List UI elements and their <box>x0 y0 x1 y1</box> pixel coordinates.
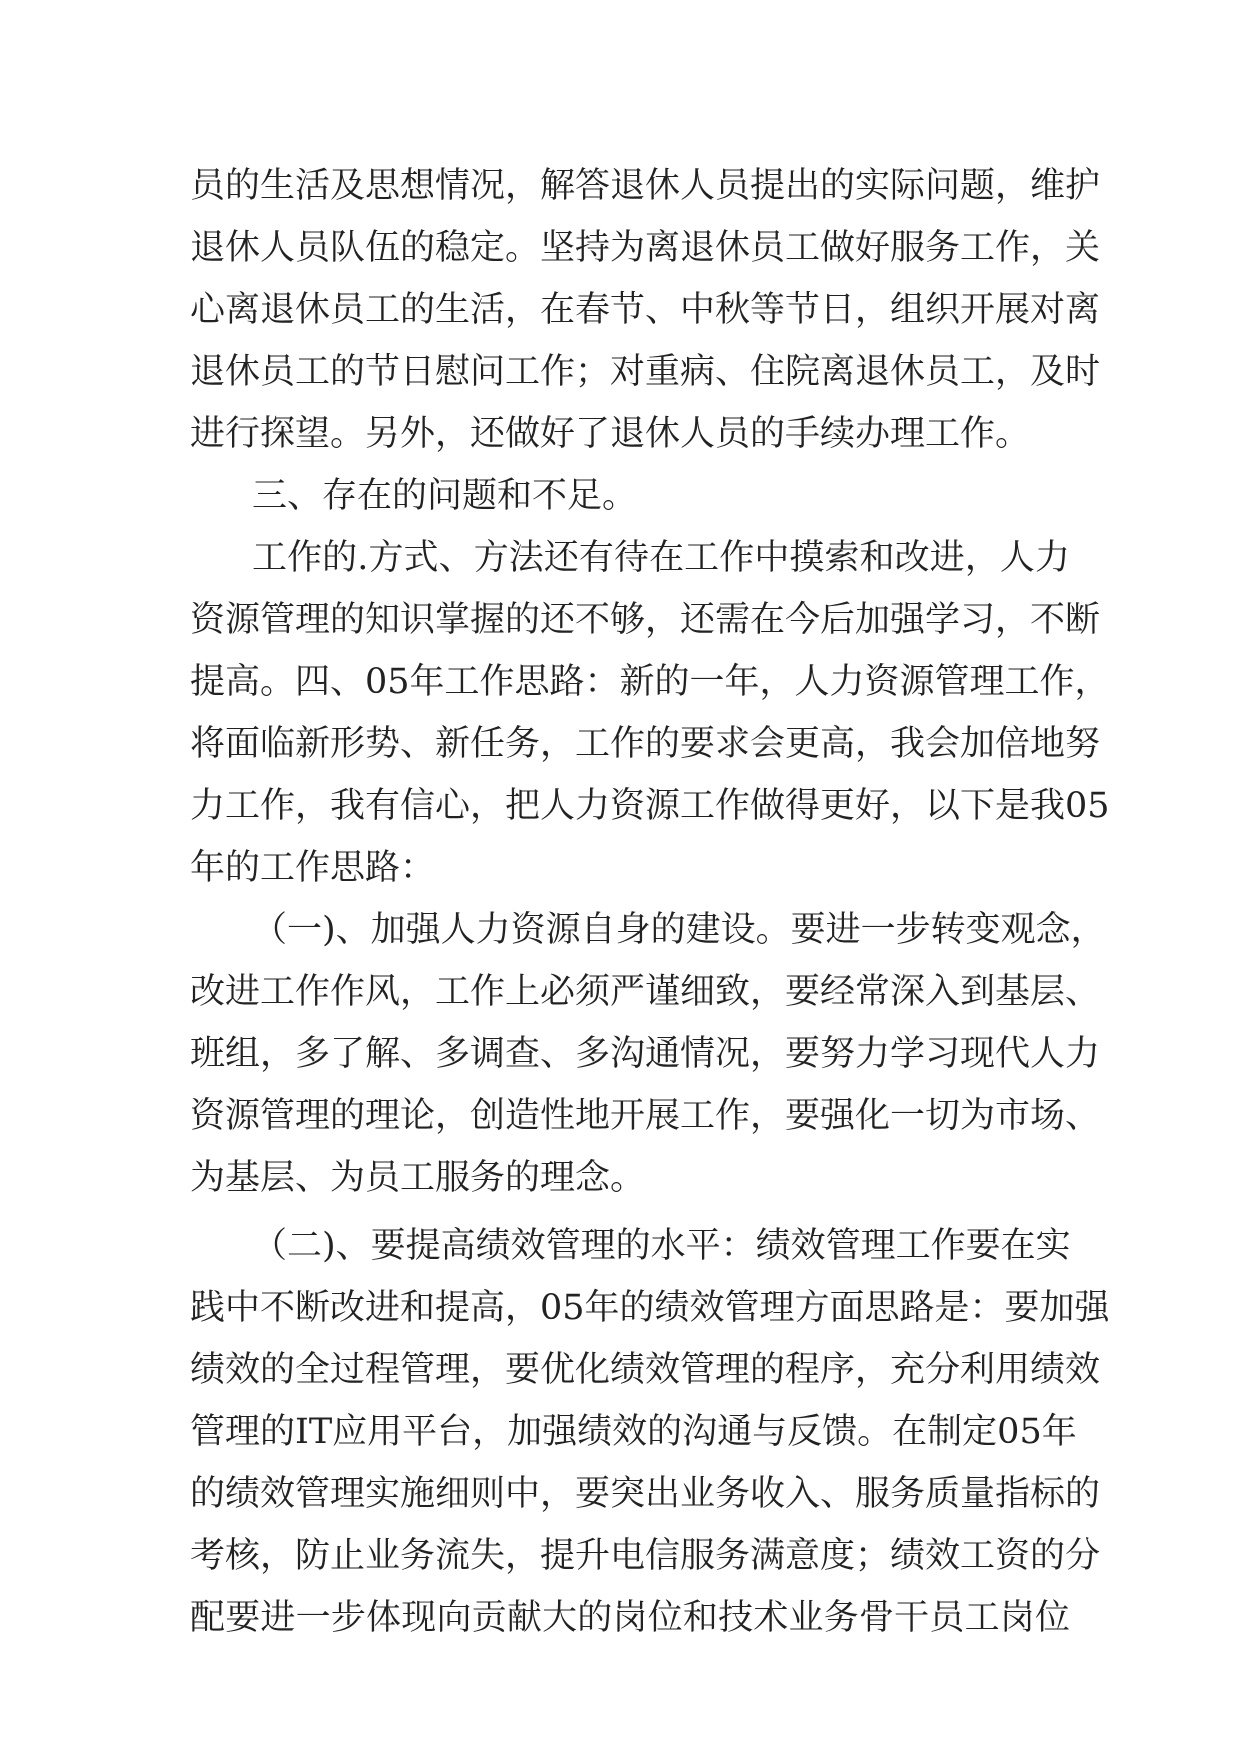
document-body <box>190 155 1110 1649</box>
text-line: 践中不断改进和提高，05年的绩效管理方面思路是：要加强 <box>190 1288 1110 1328</box>
text-line: 年的工作思路： <box>190 848 436 888</box>
text-line: 考核，防止业务流失，提升电信服务满意度；绩效工资的分 <box>190 1536 1101 1576</box>
section-heading: 三、存在的问题和不足。 <box>252 476 638 516</box>
text-line: 为基层、为员工服务的理念。 <box>190 1158 646 1198</box>
text-line: 绩效的全过程管理，要优化绩效管理的程序，充分利用绩效 <box>190 1350 1101 1390</box>
text-line: 改进工作作风，工作上必须严谨细致，要经常深入到基层、 <box>190 972 1101 1012</box>
text-line: 的绩效管理实施细则中，要突出业务收入、服务质量指标的 <box>190 1474 1101 1514</box>
text-line: （二)、要提高绩效管理的水平：绩效管理工作要在实 <box>252 1226 1071 1266</box>
text-line: 工作的.方式、方法还有待在工作中摸索和改进，人力 <box>252 538 1070 578</box>
text-line: 力工作，我有信心，把人力资源工作做得更好，以下是我05 <box>190 786 1110 826</box>
text-line: 将面临新形势、新任务，工作的要求会更高，我会加倍地努 <box>190 724 1101 764</box>
text-line: 管理的IT应用平台，加强绩效的沟通与反馈。在制定05年 <box>190 1412 1077 1452</box>
text-line: 员的生活及思想情况，解答退休人员提出的实际问题，维护 <box>190 166 1101 206</box>
text-line: 配要进一步体现向贡献大的岗位和技术业务骨干员工岗位 <box>190 1598 1070 1638</box>
text-line: 班组，多了解、多调查、多沟通情况，要努力学习现代人力 <box>190 1034 1101 1074</box>
text-line: 退休人员队伍的稳定。坚持为离退休员工做好服务工作，关 <box>190 228 1101 268</box>
text-line: 资源管理的知识掌握的还不够，还需在今后加强学习，不断 <box>190 600 1101 640</box>
text-line: 提高。四、05年工作思路：新的一年，人力资源管理工作， <box>190 662 1110 702</box>
text-line: （一)、加强人力资源自身的建设。要进一步转变观念， <box>252 910 1106 950</box>
text-line: 资源管理的理论，创造性地开展工作，要强化一切为市场、 <box>190 1096 1101 1136</box>
text-line: 退休员工的节日慰问工作；对重病、住院离退休员工，及时 <box>190 352 1101 392</box>
text-line: 进行探望。另外，还做好了退休人员的手续办理工作。 <box>190 414 1031 454</box>
text-line: 心离退休员工的生活，在春节、中秋等节日，组织开展对离 <box>190 290 1101 330</box>
